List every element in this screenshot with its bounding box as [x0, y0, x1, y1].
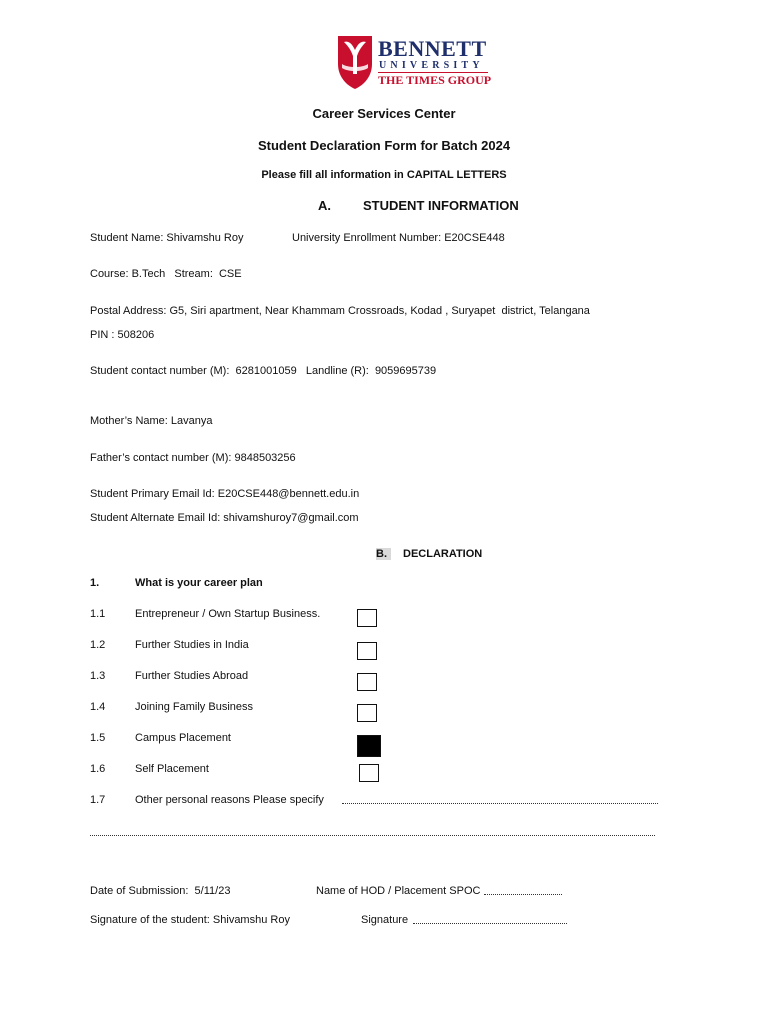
instruction-text: Please fill all information in CAPITAL LETTERS: [261, 169, 507, 181]
option-checkbox-checked[interactable]: [357, 735, 381, 757]
section-b-title: DECLARATION: [403, 548, 483, 560]
submission-date: Date of Submission: 5/11/23: [90, 885, 231, 897]
option-number: 1.1: [90, 608, 106, 620]
option-checkbox[interactable]: [357, 609, 377, 627]
other-reason-label: Other personal reasons Please specify: [135, 794, 324, 806]
option-checkbox[interactable]: [357, 704, 377, 722]
option-number: 1.2: [90, 639, 106, 651]
other-reason-field[interactable]: [342, 803, 658, 804]
course-stream: Course: B.Tech Stream: CSE: [90, 268, 242, 280]
other-reason-field-line2[interactable]: [90, 835, 655, 836]
hod-field[interactable]: [484, 894, 562, 895]
signature-field[interactable]: [413, 923, 567, 924]
option-number: 1.4: [90, 701, 106, 713]
option-number: 1.3: [90, 670, 106, 682]
primary-email: Student Primary Email Id: E20CSE448@bennett.edu.in: [90, 488, 360, 500]
pin-code: PIN : 508206: [90, 329, 155, 341]
option-label: Entrepreneur / Own Startup Business.: [135, 608, 321, 620]
option-number: 1.6: [90, 763, 106, 775]
enrollment-number: University Enrollment Number: E20CSE448: [292, 232, 505, 244]
option-checkbox[interactable]: [359, 764, 379, 782]
option-checkbox[interactable]: [357, 642, 377, 660]
question-number: 1.: [90, 577, 100, 589]
section-a-letter: A.: [318, 198, 331, 213]
option-label: Further Studies Abroad: [135, 670, 249, 682]
section-a-title: STUDENT INFORMATION: [363, 198, 519, 213]
contact-numbers: Student contact number (M): 6281001059 Landline (R): 9059695739: [90, 365, 437, 377]
question-text: What is your career plan: [135, 577, 263, 589]
option-label: Self Placement: [135, 763, 209, 775]
option-number: 1.5: [90, 732, 106, 744]
postal-address: Postal Address: G5, Siri apartment, Near Khammam Crossroads, Kodad , Suryapet district, Telangana: [90, 305, 590, 317]
option-label: Campus Placement: [135, 732, 231, 744]
section-b-heading: [376, 548, 482, 560]
mother-name: Mother’s Name: Lavanya: [90, 415, 213, 427]
hod-label: Name of HOD / Placement SPOC: [316, 885, 481, 897]
student-name: Student Name: Shivamshu Roy: [90, 232, 244, 244]
bennett-logo: [336, 34, 492, 92]
option-number: 1.7: [90, 794, 106, 806]
logo-subtitle: UNIVERSITY: [379, 60, 484, 71]
option-label: Further Studies in India: [135, 639, 249, 651]
signature-label: Signature: [361, 914, 409, 926]
logo-brand: BENNETT: [378, 36, 487, 61]
father-contact: Father’s contact number (M): 9848503256: [90, 452, 296, 464]
option-checkbox[interactable]: [357, 673, 377, 691]
center-title: Career Services Center: [312, 106, 456, 121]
form-title: Student Declaration Form for Batch 2024: [257, 138, 511, 153]
alternate-email: Student Alternate Email Id: shivamshuroy7@gmail.com: [90, 512, 359, 524]
shield-icon: [336, 34, 374, 90]
section-b-letter: B.: [376, 548, 391, 560]
logo-group: THE TIMES GROUP: [378, 73, 492, 87]
student-signature: Signature of the student: Shivamshu Roy: [90, 914, 290, 926]
option-label: Joining Family Business: [135, 701, 253, 713]
